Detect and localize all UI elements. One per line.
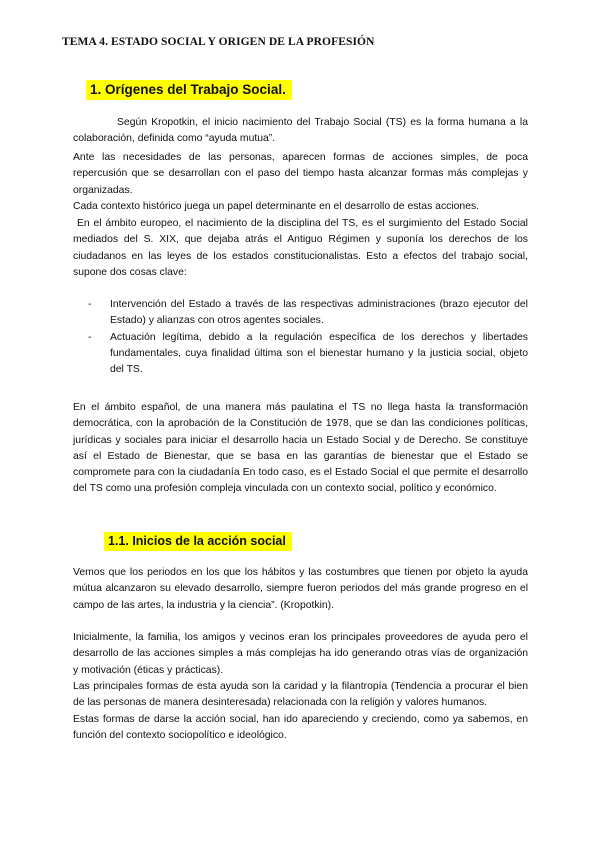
paragraph-family: Inicialmente, la familia, los amigos y vecinos eran los principales proveedores de ayuda pero el desarrollo de las acciones simples a más complejas ha ido generando otras vías de organización y motivación (éticas y prácticas). bbox=[73, 632, 528, 676]
section-heading-origins: 1. Orígenes del Trabajo Social. bbox=[86, 80, 292, 100]
paragraph-context: Cada contexto histórico juega un papel determinante en el desarrollo de estas acciones. bbox=[73, 201, 480, 212]
paragraph-europe: En el ámbito europeo, el nacimiento de la disciplina del TS, es el surgimiento del Estado Social mediados del S. XIX, que dejaba atrás el Antiguo Régimen y suponía los derechos de los ciudadanos en las leyes de los estados constitucionalistas. Esto a efectos del trabajo social, supone dos cosas clave: bbox=[73, 218, 528, 278]
bullet-dash: - bbox=[88, 299, 92, 310]
list-item bbox=[88, 330, 528, 379]
bullet-dash: - bbox=[88, 331, 92, 343]
paragraph-charity: Las principales formas de esta ayuda son la caridad y la filantropía (Tendencia a procurar el bien de las personas de manera desinteresada) relacionada con la religión y valores humanos. bbox=[73, 681, 528, 709]
list-item-text: Intervención del Estado a través de las respectivas administraciones (brazo ejecutor del Estado) y alianzas con otros agentes sociales. bbox=[110, 299, 528, 327]
document-title: TEMA 4. ESTADO SOCIAL Y ORIGEN DE LA PROFESIÓN bbox=[62, 36, 375, 48]
paragraph-forms: Estas formas de darse la acción social, han ido apareciendo y creciendo, como ya sabemos, en función del contexto sociopolítico e ideológico. bbox=[73, 714, 528, 742]
paragraph-spain: En el ámbito español, de una manera más paulatina el TS no llega hasta la transformación democrática, con la aprobación de la Constitución de 1978, que se dan las condiciones políticas, jurídicas y sociales para iniciar el desarrollo hacia un Estado Social y de Derecho. Se constituye así el Estado de Bienestar, que se basa en las garantías de bienestar que el Estado se compromete para con la ciudadanía En todo caso, es el Estado Social el que permite el desarrollo del TS como una profesión compleja vinculada con un contexto social, político y económico. bbox=[73, 402, 528, 495]
paragraph-needs: Ante las necesidades de las personas, aparecen formas de acciones simples, de poca repercusión que se desarrollan con el paso del tiempo hasta alcanzar formas más complejas y organizadas. bbox=[73, 152, 528, 196]
section-heading-social-action: 1.1. Inicios de la acción social bbox=[104, 532, 292, 551]
key-points-list bbox=[88, 297, 528, 378]
list-item bbox=[88, 297, 528, 330]
list-item-text: Actuación legítima, debido a la regulación específica de los derechos y libertades fundamentales, cuya finalidad última son el bienestar humano y la justicia social, objeto del TS. bbox=[110, 331, 528, 376]
paragraph-quote: Vemos que los periodos en los que los hábitos y las costumbres que tienen por objeto la ayuda mútua alcanzaron su elevado desarrollo, siempre fueron periodos del más grande progreso en el campo de las artes, la industria y la ciencia”. (Kropotkin). bbox=[73, 567, 528, 611]
paragraph-kropotkin: Según Kropotkin, el inicio nacimiento del Trabajo Social (TS) es la forma humana a la colaboración, definida como “ayuda mutua”. bbox=[73, 117, 528, 145]
